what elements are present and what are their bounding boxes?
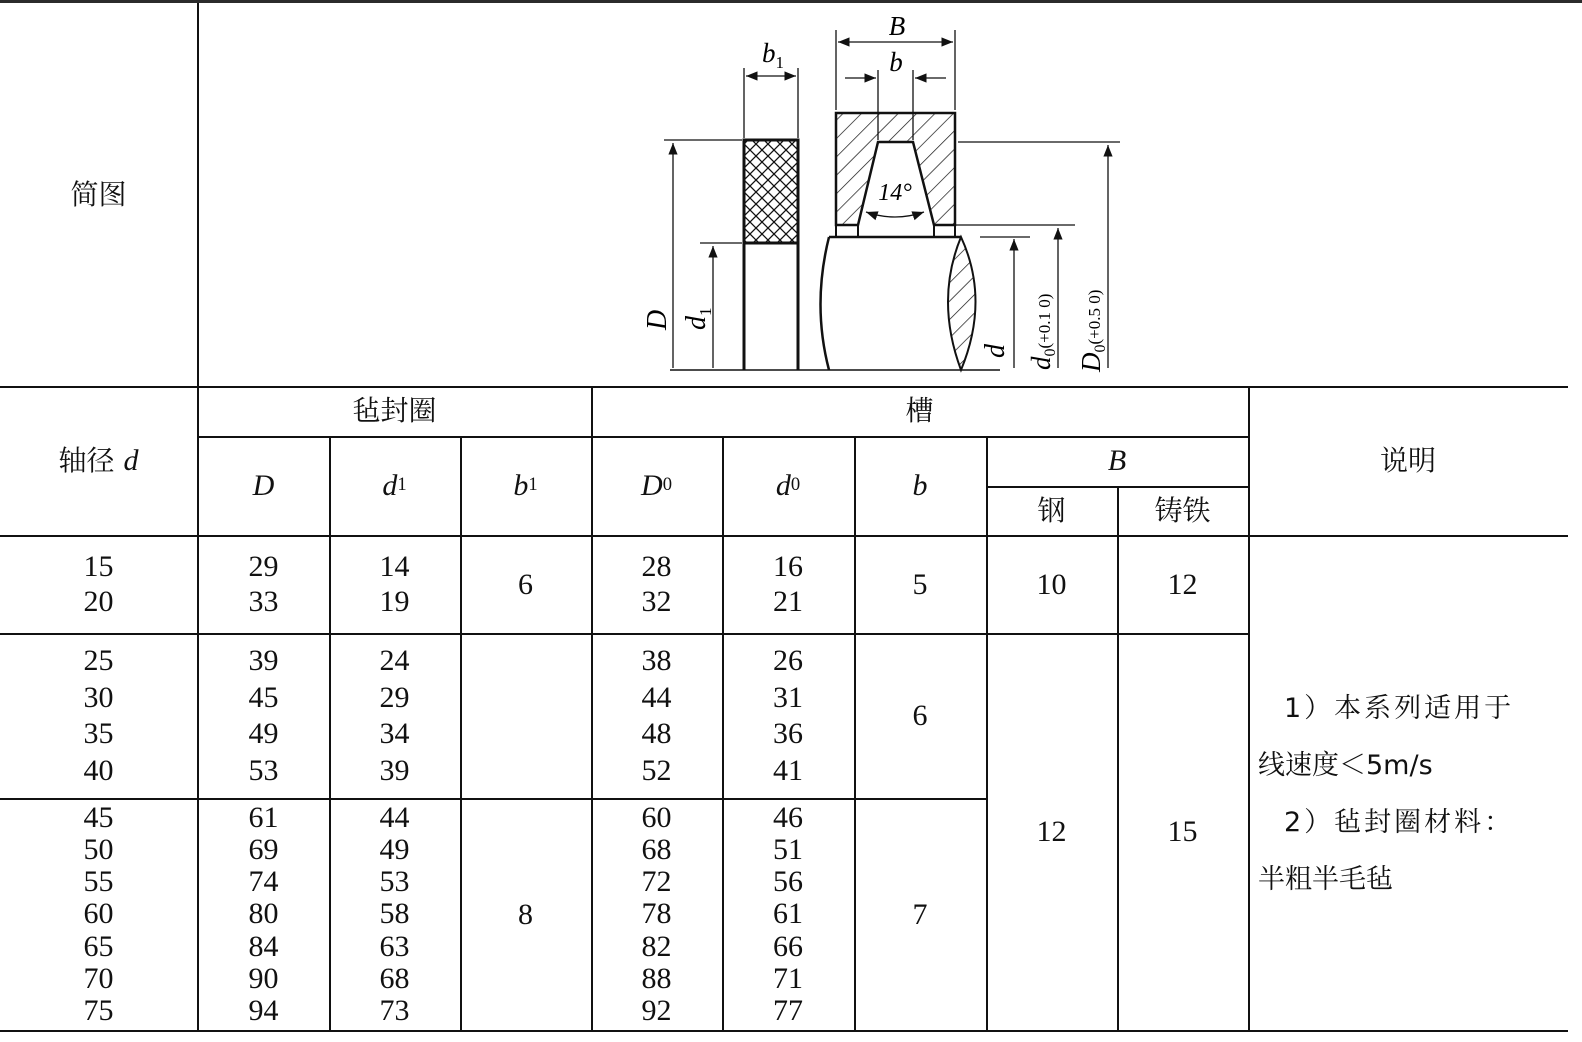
group1-B-steel: 10: [1036, 567, 1067, 601]
header-notes: 说明: [1379, 443, 1436, 477]
group1-d: 15 20: [83, 550, 114, 618]
group1-B-cast-iron: 12: [1167, 567, 1198, 601]
group3-b1: 8: [518, 897, 533, 931]
group2-d0: 26 31 36 41: [773, 644, 803, 787]
header-b1: b 1: [513, 468, 538, 502]
label-angle: 14°: [878, 180, 912, 206]
group1-d1: 14 19: [379, 550, 410, 618]
group2-d1: 24 29 34 39: [379, 644, 410, 787]
header-B: B: [1107, 444, 1127, 477]
note-2-line-2: 半粗半毛毡: [1258, 864, 1393, 895]
note-1-line-2: 线速度＜5m/s: [1258, 750, 1433, 781]
header-shaft-diameter: 轴径 d: [58, 443, 139, 477]
group2-D0: 38 44 48 52: [641, 644, 672, 787]
felt-ring-section: [744, 140, 798, 370]
label-D0: D0(+0.5 0): [1076, 289, 1109, 372]
note-2-line-1: 2）毡封圈材料：: [1284, 807, 1515, 838]
group2-b: 6: [912, 699, 928, 732]
header-b: b: [912, 468, 928, 502]
shaft-section: [670, 237, 1000, 370]
label-B: B: [888, 11, 906, 41]
group1-d0: 16 21: [773, 550, 803, 618]
label-D: D: [642, 309, 673, 330]
header-D0: D 0: [641, 468, 672, 502]
housing-groove-section: [836, 113, 955, 237]
label-b1: $b_1$: [762, 38, 784, 72]
table-top-border: [0, 0, 1582, 3]
header-groove: 槽: [905, 394, 934, 427]
group2-d: 25 30 35 40: [83, 644, 114, 787]
group2-D: 39 45 49 53: [248, 644, 279, 787]
group1-D: 29 33: [248, 550, 279, 618]
group1-D0: 28 32: [641, 550, 672, 618]
group23-B-steel: 12: [1036, 815, 1067, 848]
group3-d1: 44 49 53 58 63 68 73: [379, 801, 410, 1027]
header-d1: d 1: [382, 468, 407, 502]
notes-text: [1258, 680, 1568, 908]
group3-D0: 60 68 72 78 82 88 92: [641, 801, 672, 1027]
group3-D: 61 69 74 80 84 90 94: [248, 801, 279, 1027]
label-d: d: [980, 344, 1011, 358]
label-d0: d0(+0.1 0): [1026, 293, 1059, 370]
group3-b: 7: [912, 897, 928, 931]
label-d1: $d_1$: [681, 307, 715, 330]
group1-b1: 6: [518, 567, 533, 601]
group1-b: 5: [912, 567, 928, 601]
diagram-row-label: 简图: [70, 177, 127, 211]
felt-seal-diagram: [640, 5, 1140, 380]
header-felt-ring: 毡封圈: [352, 394, 437, 427]
group3-d0: 46 51 56 61 66 71 77: [773, 801, 803, 1027]
header-d0: d 0: [775, 468, 801, 502]
header-steel: 钢: [1037, 493, 1066, 527]
label-b: b: [889, 47, 903, 77]
header-D: D: [252, 468, 275, 502]
group23-B-cast-iron: 15: [1167, 815, 1198, 848]
note-1-line-1: 1）本系列适用于: [1284, 693, 1515, 724]
group3-d: 45 50 55 60 65 70 75: [83, 801, 114, 1027]
header-cast-iron: 铸铁: [1154, 493, 1211, 527]
